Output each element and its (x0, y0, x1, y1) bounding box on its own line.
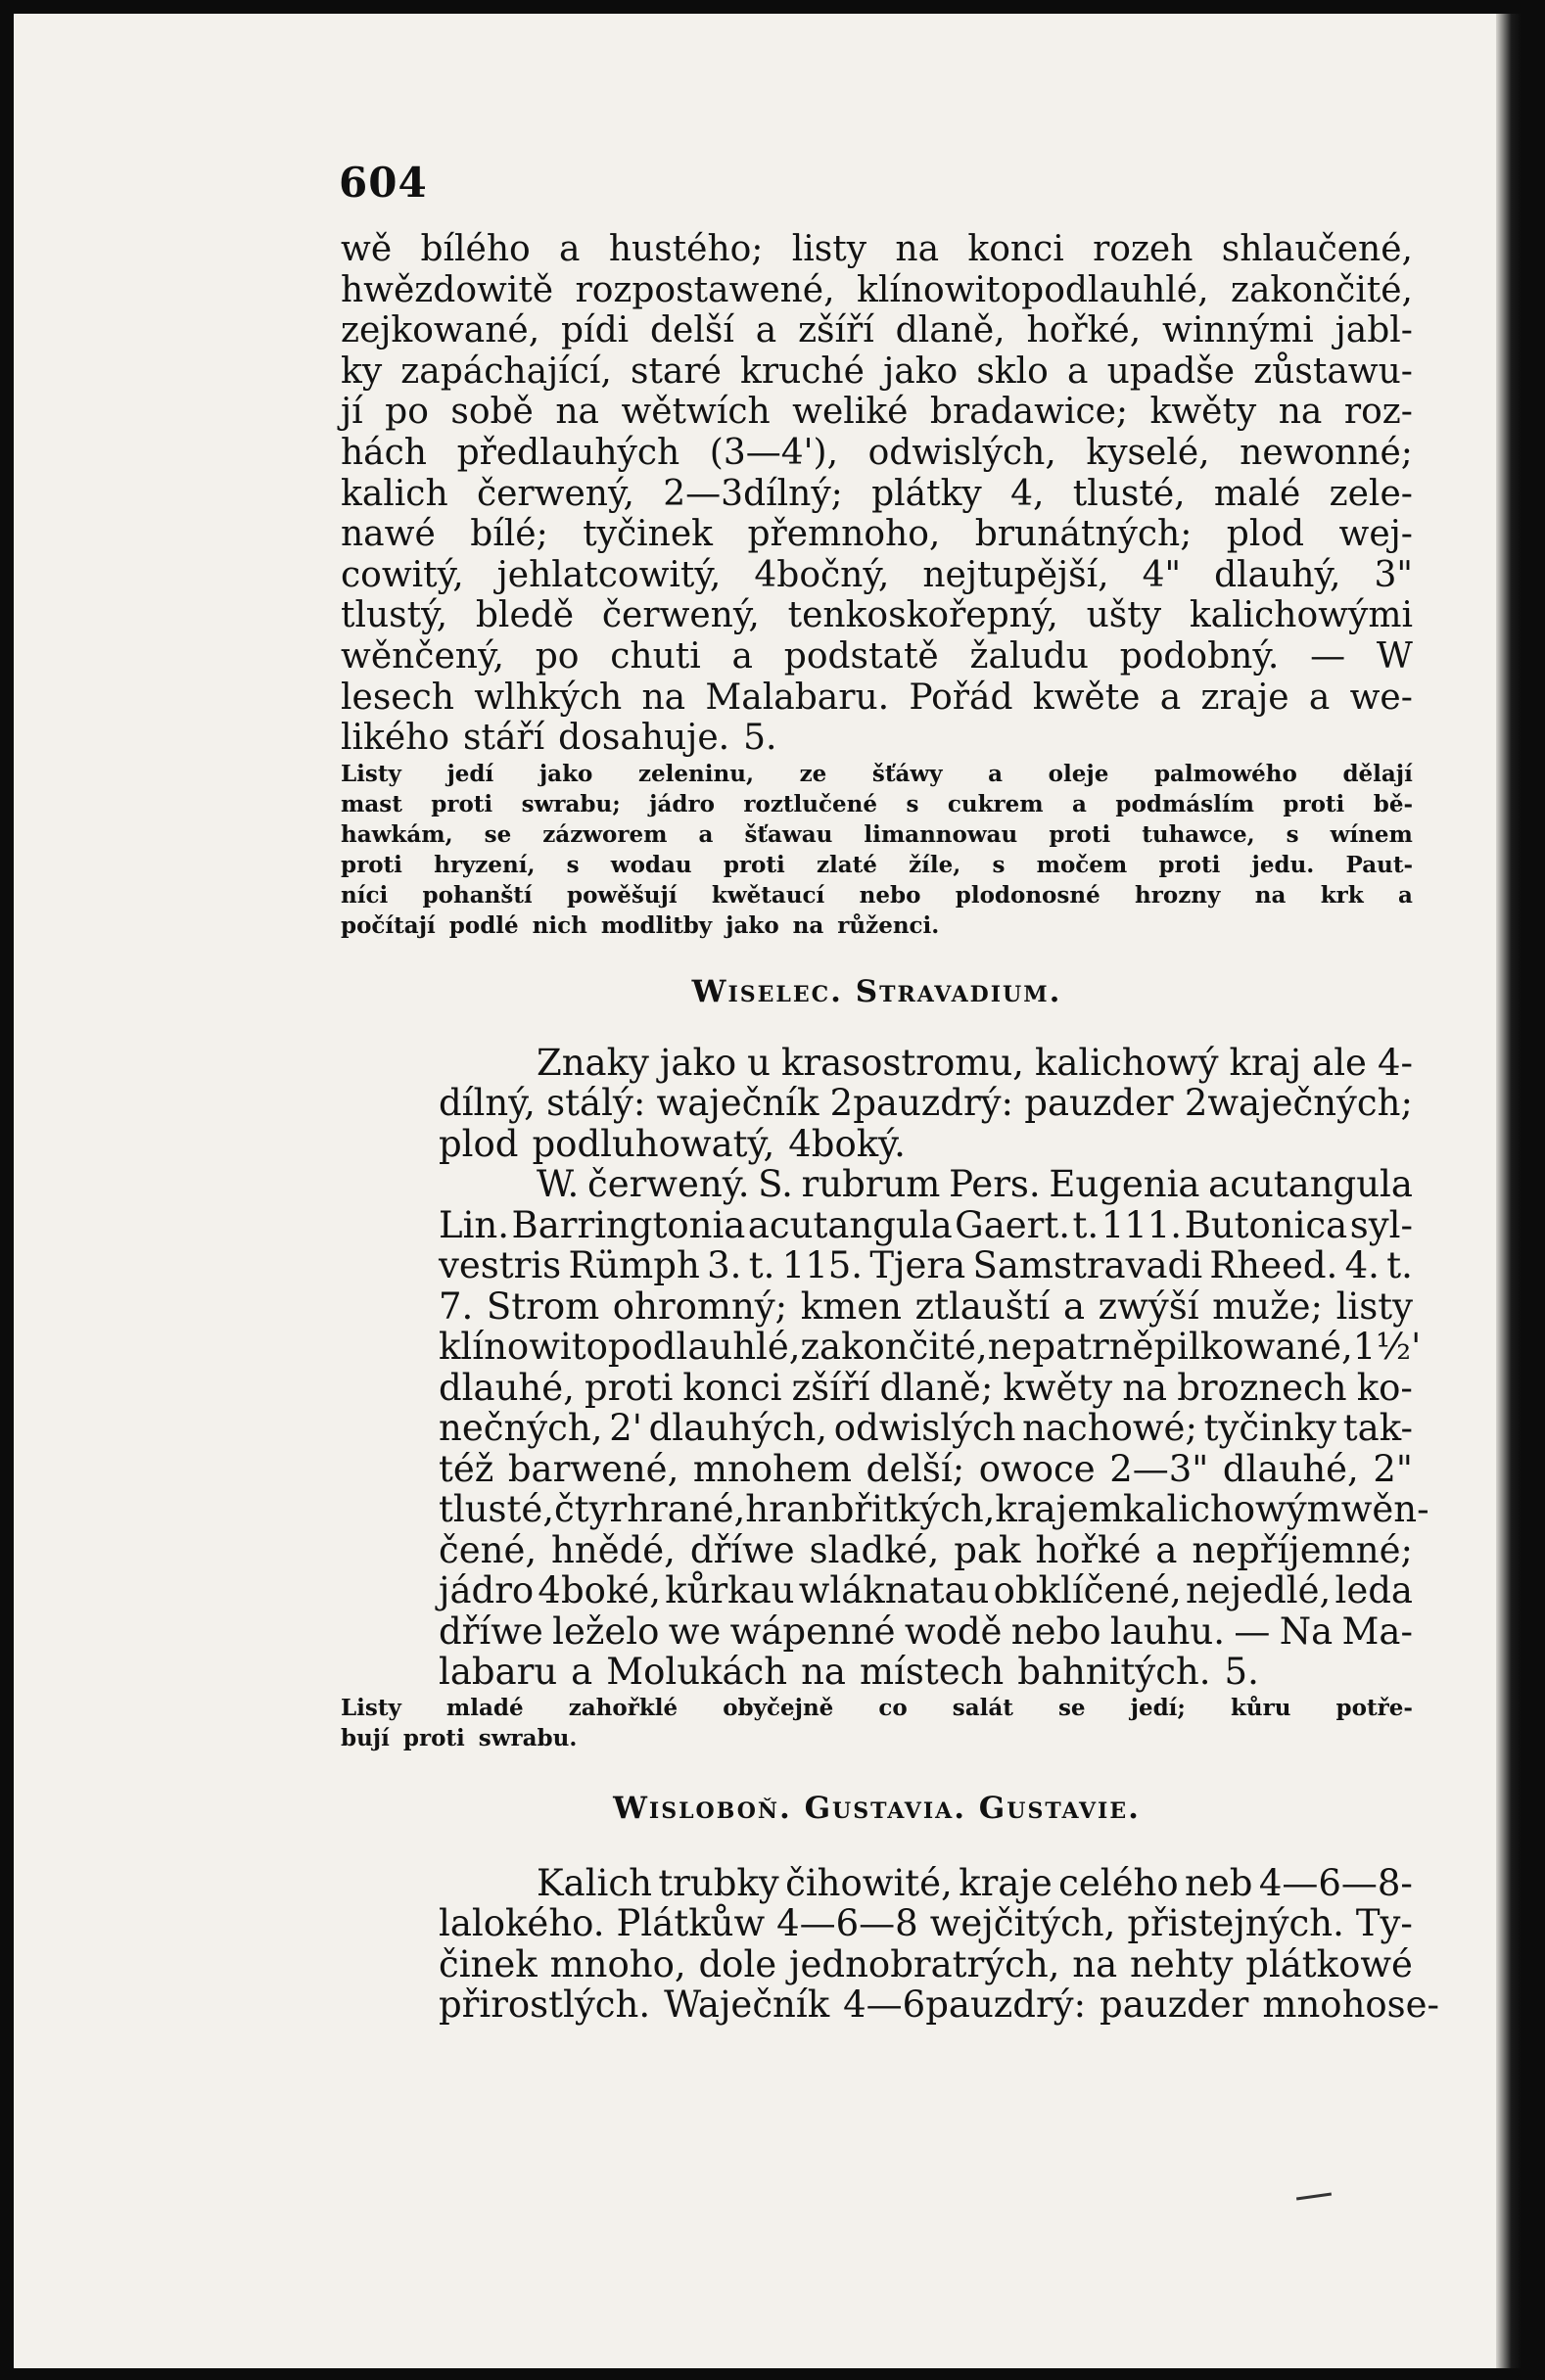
text-line: přirostlých. Waječník 4—6pauzdrý: pauzder mnohose- (439, 1983, 1440, 2027)
text-line: labaru a Molukách na místech bahnitých. 5. (439, 1651, 1259, 1694)
text-line: W. čerwený. S. rubrum Pers. Eugenia acutangula (537, 1163, 1413, 1206)
genus-heading-wiselec: Wiselec. Stravadium. (691, 973, 1062, 1009)
ink-mark (1296, 2193, 1332, 2201)
text-line: hách předlauhých (3—4'), odwislých, kyselé, newonné; (341, 432, 1413, 473)
note-uses (341, 759, 1413, 941)
text-line: zejkowané, pídi delší a zšíří dlaně, hořké, winnými jabl- (341, 310, 1413, 351)
text-line: nečných, 2' dlauhých, odwislých nachowé; tyčinky tak- (439, 1407, 1413, 1450)
text-line: lalokého. Plátkůw 4—6—8 wejčitých, přistejných. Ty- (439, 1902, 1413, 1945)
page-number: 604 (339, 159, 428, 207)
book-page (14, 14, 1522, 2368)
text-line: Listy mladé zahořklé obyčejně co salát se jedí; kůru potře- (341, 1694, 1413, 1721)
text-line: počítají podlé nich modlitby jako na růženci. (341, 911, 940, 939)
text-line: činek mnoho, dole jednobratrých, na nehty plátkowé (439, 1942, 1413, 1985)
text-line: dlauhé, proti konci zšíří dlaně; kwěty na broznech ko- (439, 1366, 1413, 1409)
text-line: 7. Strom ohromný; kmen ztlauští a zwýší muže; listy (439, 1284, 1413, 1328)
text-line: dílný, stálý: waječník 2pauzdrý: pauzder 2waječných; (439, 1082, 1413, 1125)
text-line: klínowitopodlauhlé, zakončité, nepatrně pilkowané, 1½' (439, 1326, 1422, 1369)
note-rubrum-uses (341, 1693, 1413, 1753)
text-line: tlustý, bledě čerwený, tenkoskořepný, ušty kalichowými (341, 595, 1413, 636)
text-line: též barwené, mnohem delší; owoce 2—3" dlauhé, 2" (439, 1447, 1413, 1490)
text-line: Lin. Barringtonia acutangula Gaert. t. 111. Butonica syl- (439, 1203, 1413, 1246)
text-line: hawkám, se zázworem a šťawau limannowau proti tuhawce, s wínem (341, 820, 1413, 848)
text-line: lesech wlhkých na Malabaru. Pořád kwěte a zraje a we- (341, 677, 1413, 718)
text-line: proti hryzení, s wodau proti zlaté žíle, s močem proti jedu. Paut- (341, 851, 1413, 878)
text-line: ky zapáchající, staré kruché jako sklo a upadše zůstawu- (341, 350, 1413, 392)
text-line: níci pohanští powěšují kwětaucí nebo plodonosné hrozny na krk a (341, 881, 1413, 909)
paragraph-genus-characters (341, 1043, 1413, 1165)
text-line: cowitý, jehlatcowitý, 4bočný, nejtupější, 4" dlauhý, 3" (341, 554, 1413, 595)
text-line: bují proti swrabu. (341, 1724, 578, 1751)
text-line: vestris Rümph 3. t. 115. Tjera Samstravadi Rheed. 4. t. (439, 1244, 1413, 1287)
text-line: čené, hnědé, dříwe sladké, pak hořké a nepříjemné; (439, 1528, 1413, 1571)
text-line: Znaky jako u krasostromu, kalichowý kraj ale 4- (537, 1041, 1413, 1084)
text-line: wěnčený, po chuti a podstatě žaludu podobný. — W (341, 635, 1413, 677)
text-line: mast proti swrabu; jádro roztlučené s cukrem a podmáslím proti bě- (341, 790, 1413, 817)
genus-heading-wislobon: Wisloboň. Gustavia. Gustavie. (613, 1790, 1141, 1826)
text-line: Listy jedí jako zeleninu, ze šťáwy a oleje palmowého dělají (341, 760, 1413, 787)
text-line: Kalich trubky čihowité, kraje celého neb 4—6—8- (537, 1861, 1413, 1904)
paragraph-species-rubrum (341, 1163, 1429, 1694)
text-line: nawé bílé; tyčinek přemnoho, brunátných; plod wej- (341, 514, 1413, 555)
text-line: plod podluhowatý, 4boký. (439, 1122, 906, 1165)
text-line: tlusté, čtyrhrané, hran břitkých, krajem kalichowým wěn- (439, 1488, 1429, 1531)
text-line: hwězdowitě rozpostawené, klínowitopodlauhlé, zakončité, (341, 269, 1413, 310)
text-body (341, 229, 1440, 2027)
page-spine-edge (1496, 14, 1522, 2368)
text-line: jádro 4boké, kůrkau wláknatau obklíčené, nejedlé, leda (439, 1569, 1413, 1612)
text-line: dříwe leželo we wápenné wodě nebo lauhu. — Na Ma- (439, 1610, 1413, 1653)
text-line: likého stáří dosahuje. 5. (341, 718, 777, 759)
paragraph-stravadium-description (341, 229, 1413, 759)
text-line: jí po sobě na wětwích weliké bradawice; kwěty na roz- (341, 392, 1413, 433)
paragraph-gustavia-description (341, 1861, 1440, 2027)
text-line: kalich čerwený, 2—3dílný; plátky 4, tlusté, malé zele- (341, 473, 1413, 514)
text-line: wě bílého a hustého; listy na konci rozeh shlaučené, (341, 229, 1413, 269)
